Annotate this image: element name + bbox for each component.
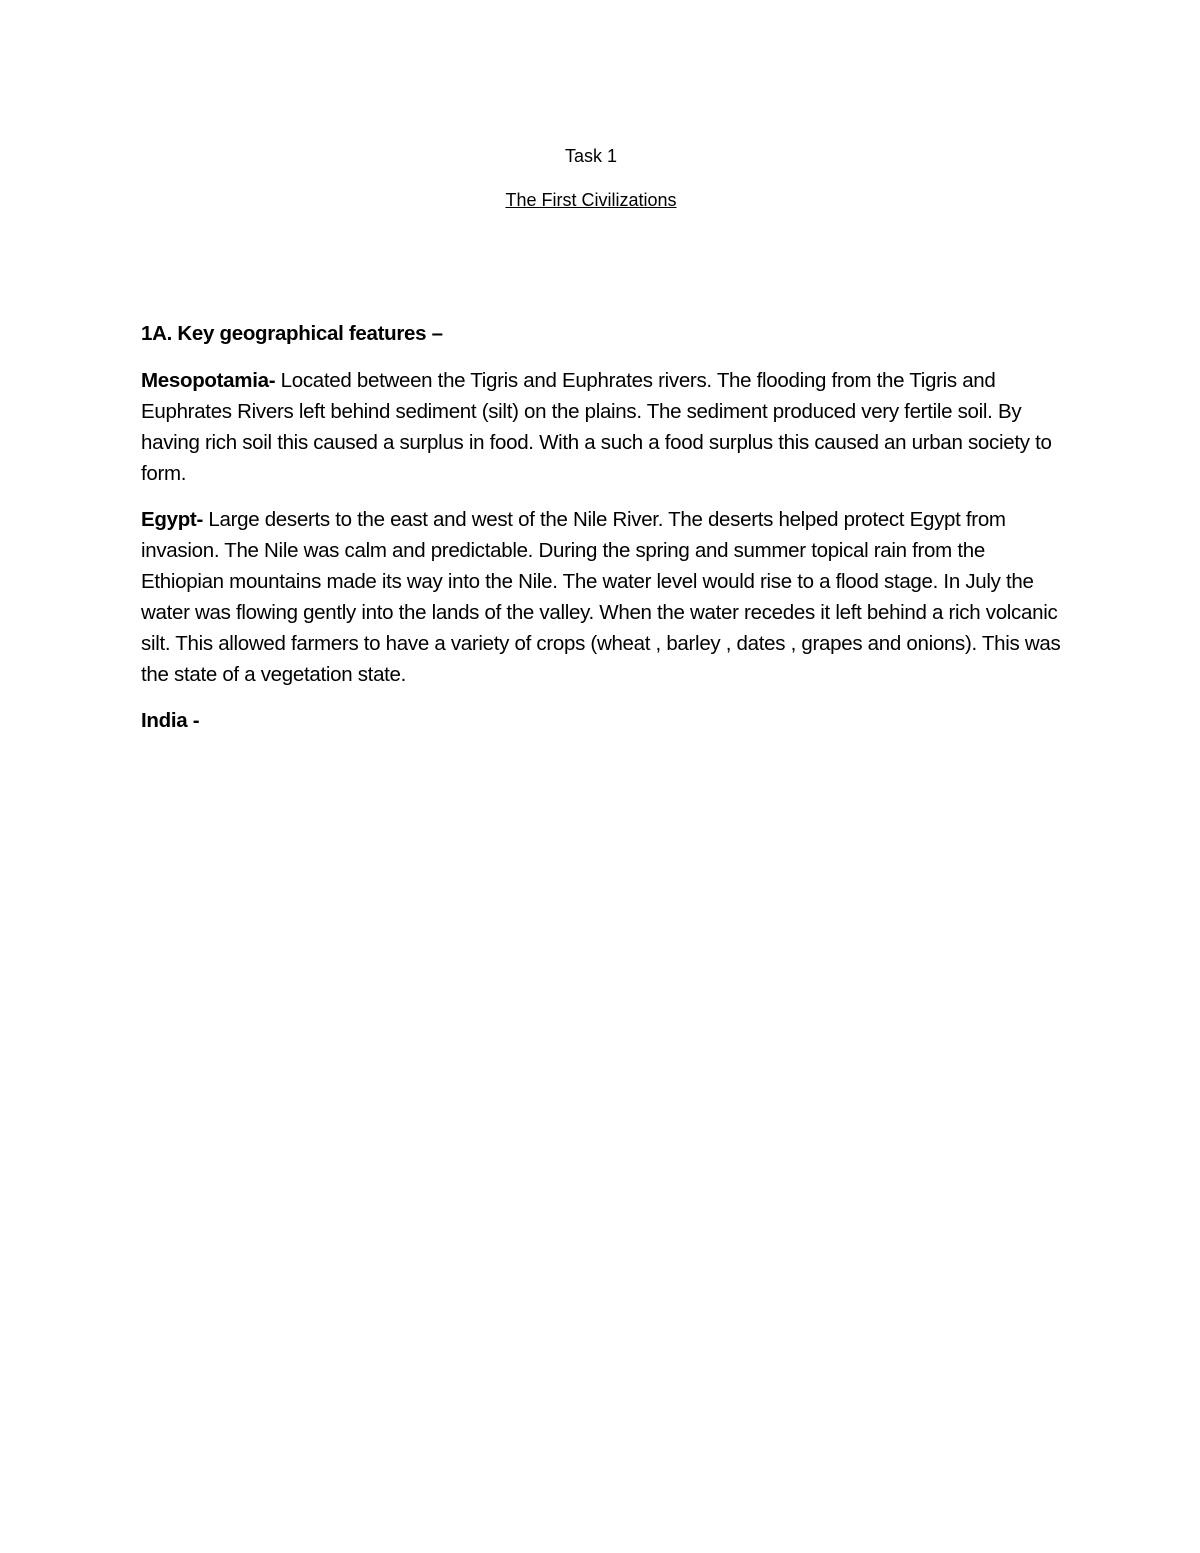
task-label: Task 1: [564, 146, 618, 166]
section-heading: 1A. Key geographical features –: [141, 322, 443, 345]
document-title: The First Civilizations: [505, 190, 677, 210]
entry-text: Large deserts to the east and west of the Nile River. The deserts helped protect Egypt from invasion. The Nile was calm and predictable. During the spring and summer topical rain from the Ethiopian mountains made its way into the Nile. The water level would rise to a flood stage. In July the water was flowing gently into the lands of the valley. When the water recedes it left behind a rich volcanic silt. This allowed farmers to have a variety of crops (wheat , barley , dates , grapes and onions). This was the state of a vegetation state.: [141, 508, 1061, 686]
entry-label: Mesopotamia-: [141, 369, 276, 392]
entry-india: [141, 705, 1061, 736]
entry-egypt: [141, 504, 1061, 690]
entry-label: India -: [141, 709, 200, 732]
entry-text: Located between the Tigris and Euphrates rivers. The flooding from the Tigris and Euphrates Rivers left behind sediment (silt) on the plains. The sediment produced very fertile soil. By having rich soil this caused a surplus in food. With a such a food surplus this caused an urban society to form.: [141, 369, 1052, 485]
entry-label: Egypt-: [141, 508, 203, 531]
document-body: [141, 318, 1061, 751]
entry-mesopotamia: [141, 365, 1061, 489]
